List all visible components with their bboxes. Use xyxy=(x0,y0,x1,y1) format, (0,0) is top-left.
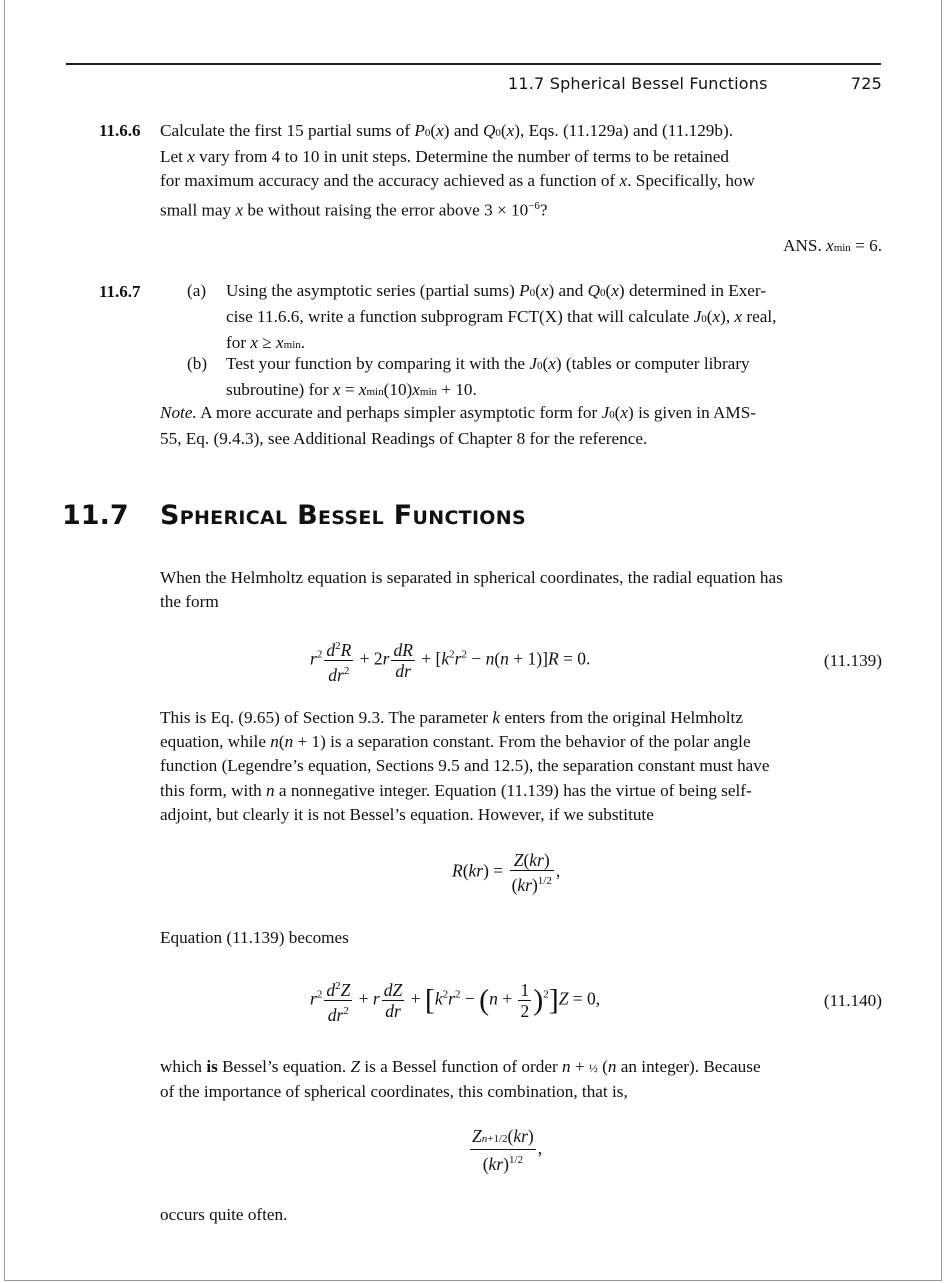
header-rule xyxy=(66,63,881,65)
body-paragraph: occurs quite often. xyxy=(160,1205,288,1224)
equation-11-139: $r^2$ $\frac{d^2R}{dr^2}$ + 2r $\frac{dR}{dr}$ + $[k^2r^2 - n(n + 1)]R = 0$. xyxy=(310,636,590,685)
exercise-number: 11.6.7 xyxy=(99,282,141,301)
combination-expression: $\frac{Zn+1/2(kr)}{(kr)^{1/2}}$ , xyxy=(472,1126,543,1174)
section-title: Spherical Bessel Functions xyxy=(160,500,526,531)
body-paragraph: Equation (11.139) becomes xyxy=(160,928,349,947)
exercise-11-6-6-text: Calculate the first 15 partial sums of P0(x) and Q0(x), Eqs. (11.129a) and (11.129b). Let x vary from 4 to 10 in unit steps. Determine the number of terms to be retained for maximum accuracy and the accuracy achieved as a function of x. Specifically, how small may x be without raising the error above $3 \times 10^{-6}$? xyxy=(160,121,755,220)
exercise-part-a: Using the asymptotic series (partial sums) P0(x) and Q0(x) determined in Exer- cise 11.6.6, write a function subprogram FCT(X) that will calculate J0(x), x real, for x ≥ xmin. xyxy=(226,281,777,353)
substitution-equation: R(kr) = $\frac{Z(kr)}{(kr)^{1/2}}$ , xyxy=(452,850,561,895)
exercise-note: Note. A more accurate and perhaps simpler asymptotic form for J0(x) is given in AMS- 55, Eq. (9.4.3), see Additional Readings of Chapter 8 for the reference. xyxy=(160,403,756,449)
equation-number: (11.140) xyxy=(823,991,882,1010)
exercise-number: 11.6.6 xyxy=(99,121,141,140)
body-paragraph: which is Bessel’s equation. Z is a Bessel function of order n + ½ (n an integer). Because of the importance of spherical coordinates, this combination, that is, xyxy=(160,1057,761,1102)
body-paragraph: When the Helmholtz equation is separated in spherical coordinates, the radial equation has the form xyxy=(160,568,783,612)
body-paragraph: This is Eq. (9.65) of Section 9.3. The parameter k enters from the original Helmholtz equation, while n(n + 1) is a separation constant. From the behavior of the polar angle function (Legendre’s equation, Sections 9.5 and 12.5), the separation constant must have this form, with n a nonnegative integer. Equation (11.139) has the virtue of being self- adjoint, but clearly it is not Bessel’s equation. However, if we substitute xyxy=(160,708,770,824)
section-number: 11.7 xyxy=(62,500,129,531)
equation-11-140: $r^2$ $\frac{d^2Z}{dr^2}$ + r $\frac{dZ}{dr}$ + [$k^2r^2 - (n$ + $\frac{1}{2}$ )$^2$]Z = 0, xyxy=(310,976,600,1025)
page-number: 725 xyxy=(850,74,882,93)
answer: ANS. xmin = 6. xyxy=(783,236,882,255)
running-title: 11.7 Spherical Bessel Functions xyxy=(508,74,768,93)
part-label: (a) xyxy=(187,281,207,300)
part-label: (b) xyxy=(187,354,208,373)
equation-number: (11.139) xyxy=(823,651,882,670)
exercise-part-b: Test your function by comparing it with the J0(x) (tables or computer library subroutine) for x = xmin(10)xmin + 10. xyxy=(226,354,750,400)
